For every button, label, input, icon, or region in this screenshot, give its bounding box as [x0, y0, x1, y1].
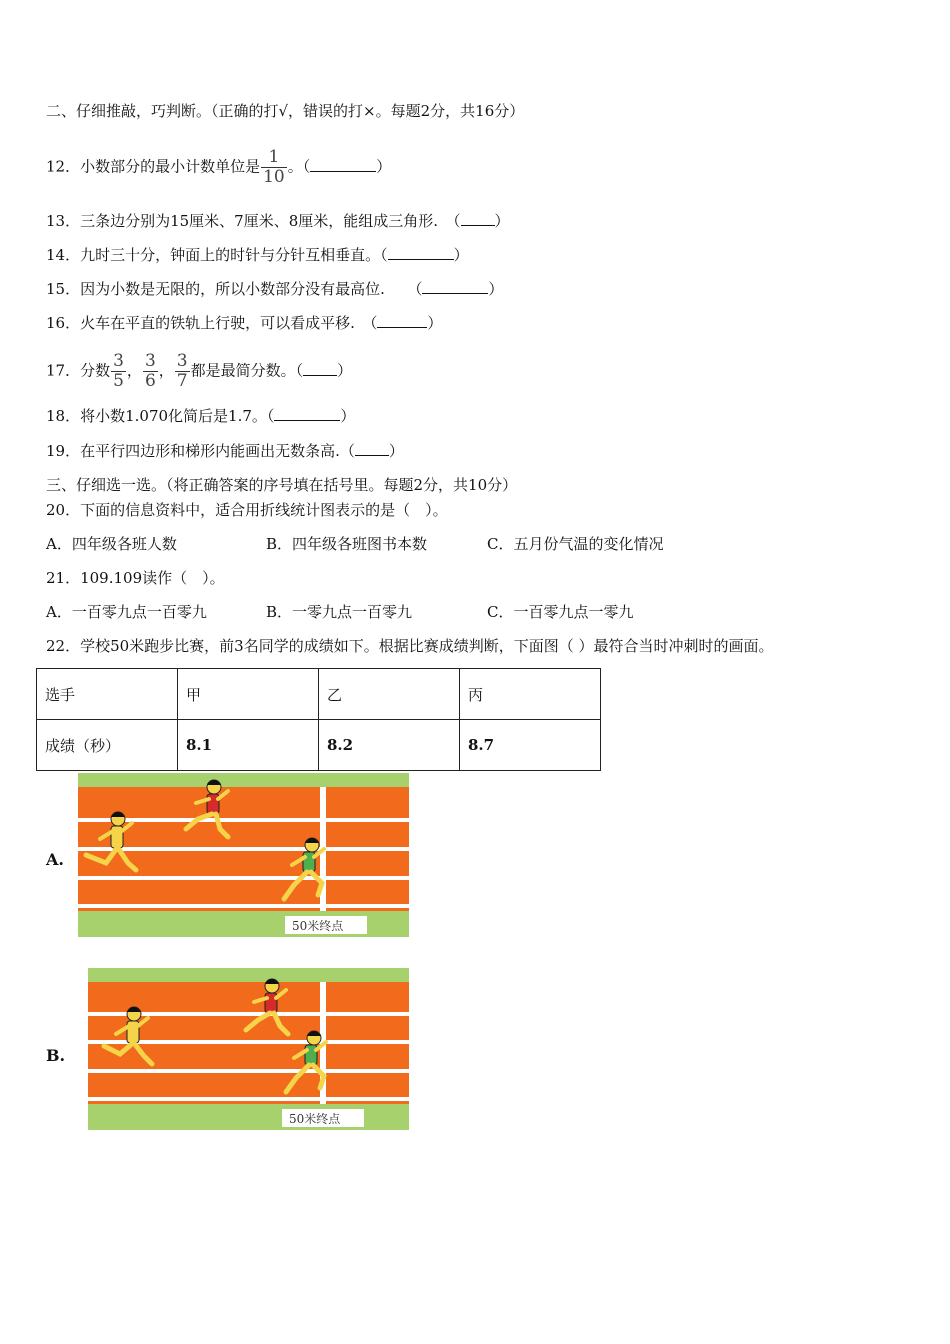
answer-blank-12[interactable]: [310, 157, 376, 172]
question-16-text: 16．火车在平直的铁轨上行驶，可以看成平移. （: [46, 314, 378, 332]
fraction-3-5: $\frac{3}{5}$: [113, 351, 124, 391]
question-14-text: 14．九时三十分，钟面上的时针与分针互相垂直。（: [46, 246, 388, 264]
question-17: 17．分数 $\frac{3}{5}$ ， $\frac{3}{6}$ ， $\frac{3}{7}$ 都是最简分数。（ ）: [46, 351, 353, 391]
answer-blank-16[interactable]: [377, 313, 427, 328]
question-18: 18．将小数1.070化简后是1.7。（ ）: [46, 407, 356, 425]
picture-b-label[interactable]: B.: [46, 1046, 66, 1065]
section3-heading: 三、仔细选一选。（将正确答案的序号填在括号里。每题2分，共10分）: [46, 476, 518, 494]
results-table: [36, 668, 601, 771]
track-picture-a[interactable]: [78, 773, 409, 937]
question-19: 19．在平行四边形和梯形内能画出无数条高.（ ）: [46, 442, 404, 460]
table-cell: 8.1: [178, 720, 319, 771]
question-12-text: 12．小数部分的最小计数单位是: [46, 157, 261, 176]
question-21-option-b[interactable]: B．一零九点一百零九: [266, 603, 413, 621]
picture-a-label[interactable]: A.: [46, 850, 64, 869]
question-13: 13．三条边分别为15厘米、7厘米、8厘米，能组成三角形. （ ）: [46, 212, 510, 230]
answer-blank-19[interactable]: [355, 441, 389, 456]
question-20-option-a[interactable]: A．四年级各班人数: [46, 535, 177, 553]
answer-blank-13[interactable]: [461, 211, 495, 226]
fraction-1-10: $\frac{1}{10}$: [263, 147, 285, 187]
fraction-3-6: $\frac{3}{6}$: [144, 351, 156, 391]
answer-blank-14[interactable]: [388, 245, 454, 260]
finish-sign-text: 50米终点: [289, 1112, 341, 1126]
table-cell: 成绩（秒）: [37, 720, 178, 771]
question-20-stem: 20．下面的信息资料中，适合用折线统计图表示的是（ ）。: [46, 501, 448, 519]
question-21-option-c[interactable]: C．一百零九点一零九: [487, 603, 634, 621]
question-21-option-a[interactable]: A．一百零九点一百零九: [46, 603, 207, 621]
fraction-3-7: $\frac{3}{7}$: [176, 351, 188, 391]
table-header-cell: 丙: [460, 669, 601, 720]
table-row: [37, 669, 601, 720]
question-17-text: 17．分数: [46, 361, 111, 380]
table-header-cell: 乙: [319, 669, 460, 720]
question-15: 15．因为小数是无限的，所以小数部分没有最高位. （ ）: [46, 280, 504, 298]
track-picture-b[interactable]: [88, 968, 409, 1130]
finish-sign-text: 50米终点: [292, 919, 344, 933]
question-12: 12．小数部分的最小计数单位是 $\frac{1}{10}$ 。（ ）: [46, 147, 392, 187]
grass-top: [78, 773, 409, 787]
answer-blank-15[interactable]: [422, 279, 488, 294]
section2-heading: 二、仔细推敲，巧判断。（正确的打√，错误的打×。每题2分，共16分）: [46, 102, 525, 120]
grass-top: [88, 968, 409, 982]
question-14: 14．九时三十分，钟面上的时针与分针互相垂直。（ ）: [46, 246, 469, 264]
answer-blank-17[interactable]: [303, 361, 337, 376]
question-21-stem: 21．109.109读作（ ）。: [46, 569, 225, 587]
question-13-text: 13．三条边分别为15厘米、7厘米、8厘米，能组成三角形. （: [46, 212, 461, 230]
question-18-text: 18．将小数1.070化简后是1.7。（: [46, 407, 275, 425]
table-cell: 8.7: [460, 720, 601, 771]
question-22-stem: 22．学校50米跑步比赛，前3名同学的成绩如下。根据比赛成绩判断，下面图（ ）最符合当时冲刺时的画面。: [46, 637, 774, 655]
question-15-text: 15．因为小数是无限的，所以小数部分没有最高位. （: [46, 280, 423, 298]
table-header-cell: 甲: [178, 669, 319, 720]
question-20-option-b[interactable]: B．四年级各班图书本数: [266, 535, 428, 553]
table-row: [37, 720, 601, 771]
answer-blank-18[interactable]: [274, 406, 340, 421]
table-header-cell: 选手: [37, 669, 178, 720]
question-20-option-c[interactable]: C．五月份气温的变化情况: [487, 535, 664, 553]
table-cell: 8.2: [319, 720, 460, 771]
question-19-text: 19．在平行四边形和梯形内能画出无数条高.（: [46, 442, 355, 460]
question-16: 16．火车在平直的铁轨上行驶，可以看成平移. （ ）: [46, 314, 443, 332]
